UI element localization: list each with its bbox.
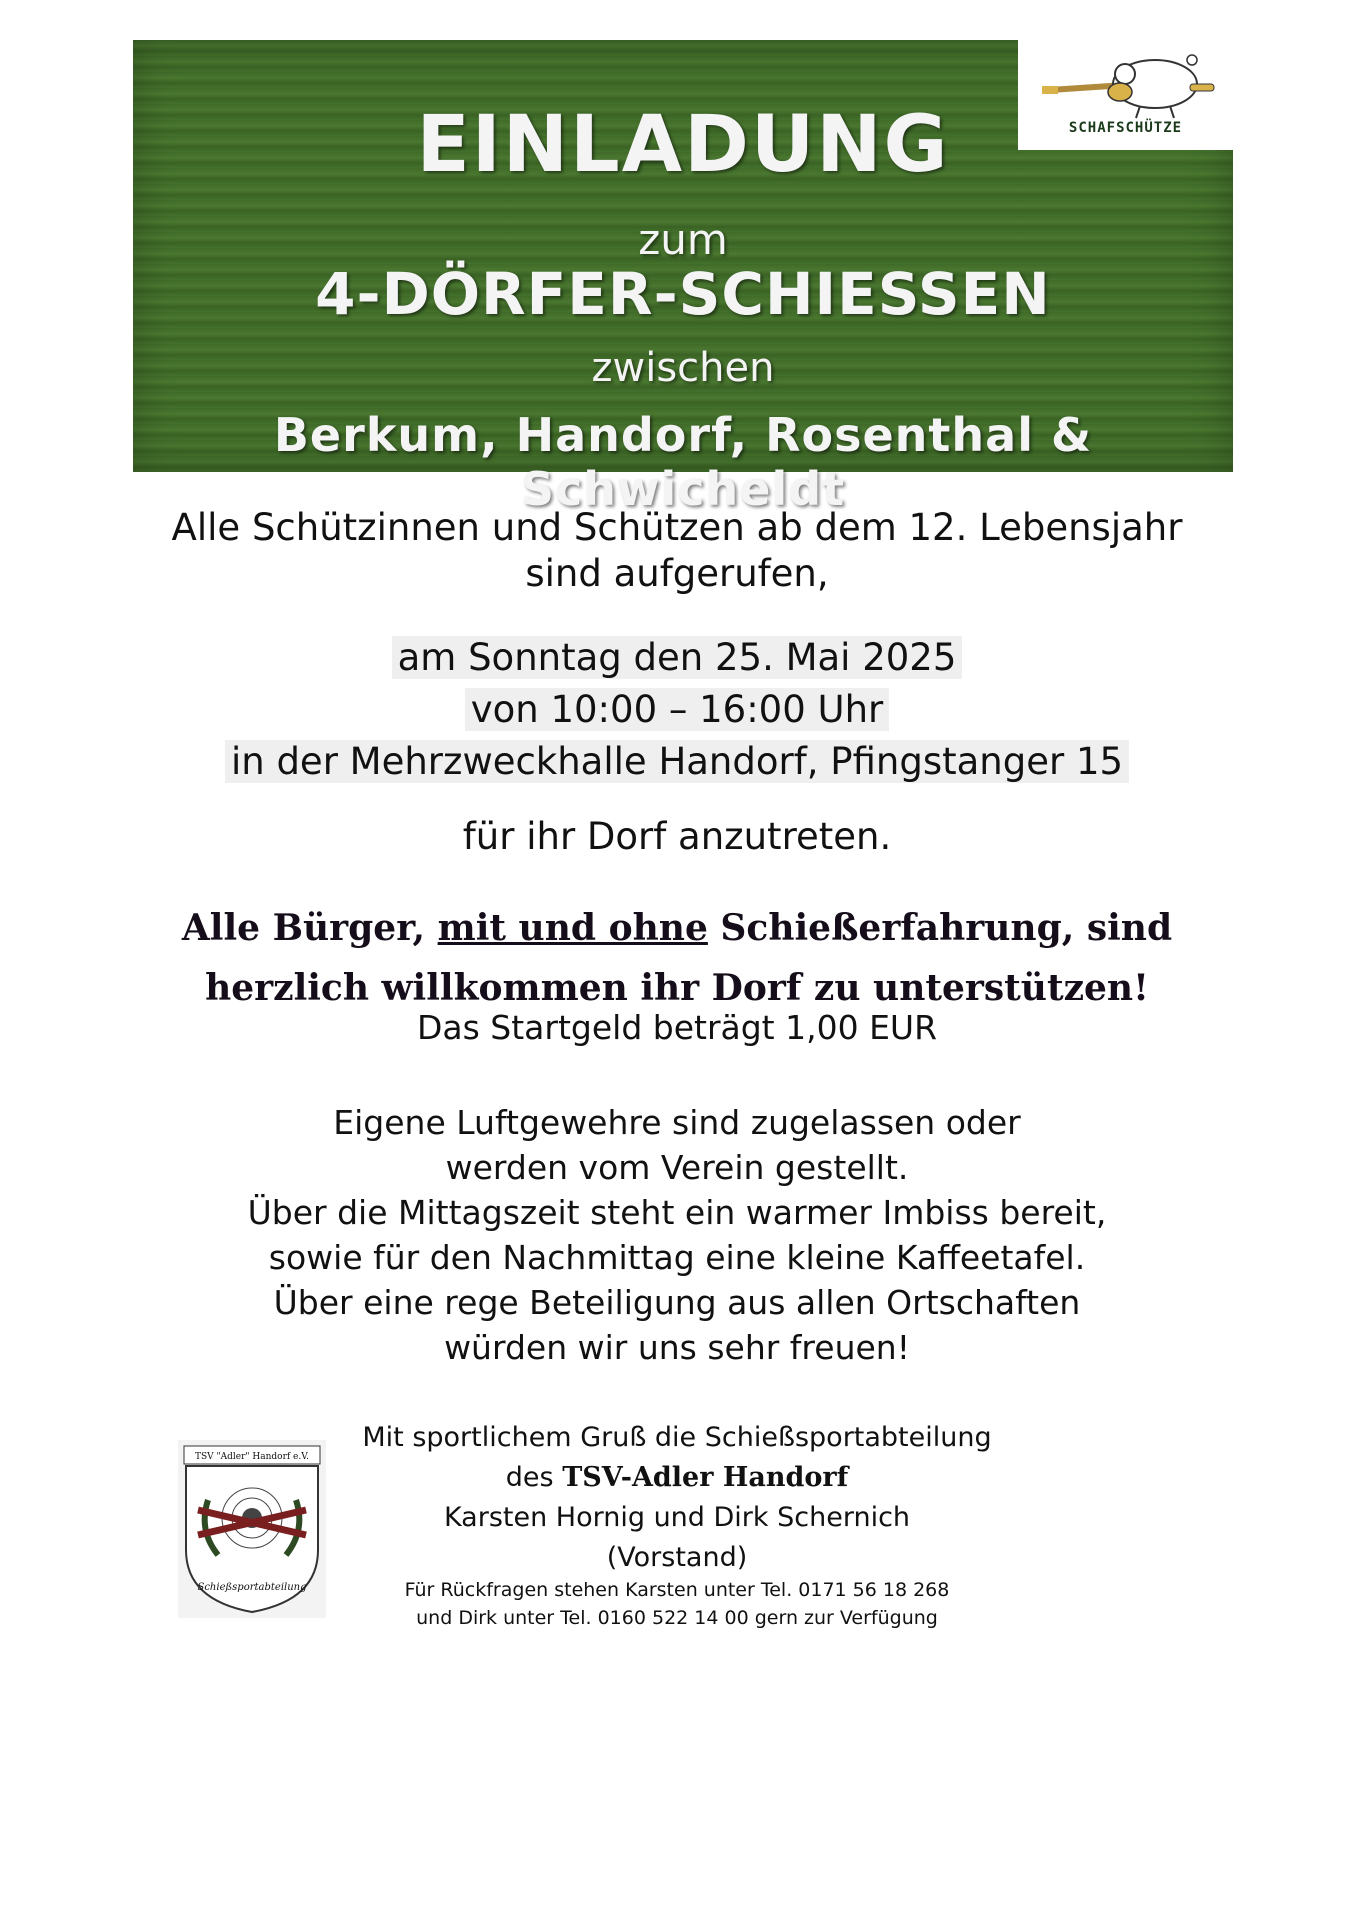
info-line-2: werden vom Verein gestellt.	[445, 1148, 909, 1187]
banner-villages: Berkum, Handorf, Rosenthal & Schwicheldt	[273, 408, 1093, 516]
info-line-4: sowie für den Nachmittag eine kleine Kaffeetafel.	[268, 1238, 1086, 1277]
welcome-part-2: Schießerfahrung, sind	[707, 907, 1173, 949]
banner-event-name: 4-DÖRFER-SCHIESSEN	[315, 260, 1051, 328]
contact-line-2: und Dirk unter Tel. 0160 522 14 00 gern zur Verfügung	[416, 1607, 938, 1629]
info-line-1: Eigene Luftgewehre sind zugelassen oder	[333, 1103, 1021, 1142]
schafschuetze-logo	[1018, 40, 1233, 150]
info-line-5: Über eine rege Beteiligung aus allen Ortschaften	[273, 1283, 1081, 1322]
emblem-bottom-text: Schießsportabteilung	[197, 1582, 307, 1593]
contact-info	[0, 1576, 1354, 1632]
entry-fee: Das Startgeld beträgt 1,00 EUR	[416, 1008, 938, 1047]
intro-line-2: sind aufgerufen,	[525, 552, 829, 595]
welcome-underlined: mit und ohne	[437, 907, 708, 949]
call-to-compete: für ihr Dorf anzutreten.	[462, 815, 892, 858]
banner-zwischen: zwischen	[591, 345, 775, 391]
greeting-block	[0, 1418, 1354, 1578]
event-details	[0, 632, 1354, 788]
intro-line-1: Alle Schützinnen und Schützen ab dem 12. Lebensjahr	[171, 506, 1183, 549]
contact-line-1: Für Rückfragen stehen Karsten unter Tel. 0171 56 18 268	[404, 1579, 950, 1601]
welcome-message	[0, 898, 1354, 1018]
welcome-line-2: herzlich willkommen ihr Dorf zu unterstützen!	[205, 967, 1149, 1009]
info-line-3: Über die Mittagszeit steht ein warmer Imbiss bereit,	[247, 1193, 1107, 1232]
club-name: TSV-Adler Handorf	[562, 1462, 849, 1493]
greeting-prefix: des	[505, 1462, 563, 1493]
sheep-shooter-icon	[1030, 44, 1220, 122]
info-line-6: würden wir uns sehr freuen!	[444, 1328, 910, 1367]
event-location: in der Mehrzweckhalle Handorf, Pfingstanger 15	[225, 740, 1129, 783]
header-banner	[133, 40, 1233, 516]
emblem-top-text: TSV "Adler" Handorf e.V.	[194, 1452, 310, 1462]
event-date: am Sonntag den 25. Mai 2025	[392, 636, 963, 679]
event-time: von 10:00 – 16:00 Uhr	[465, 688, 890, 731]
banner-title: EINLADUNG	[416, 100, 950, 190]
greeting-line-1: Mit sportlichem Gruß die Schießsportabteilung	[362, 1422, 992, 1453]
info-text	[0, 1100, 1354, 1370]
greeting-role: (Vorstand)	[606, 1542, 748, 1573]
intro-text	[0, 505, 1354, 597]
welcome-part-1: Alle Bürger,	[181, 907, 438, 949]
banner-zum: zum	[638, 215, 728, 264]
logo-text: SCHAFSCHÜTZE	[1068, 120, 1183, 136]
greeting-names: Karsten Hornig und Dirk Schernich	[443, 1502, 911, 1533]
